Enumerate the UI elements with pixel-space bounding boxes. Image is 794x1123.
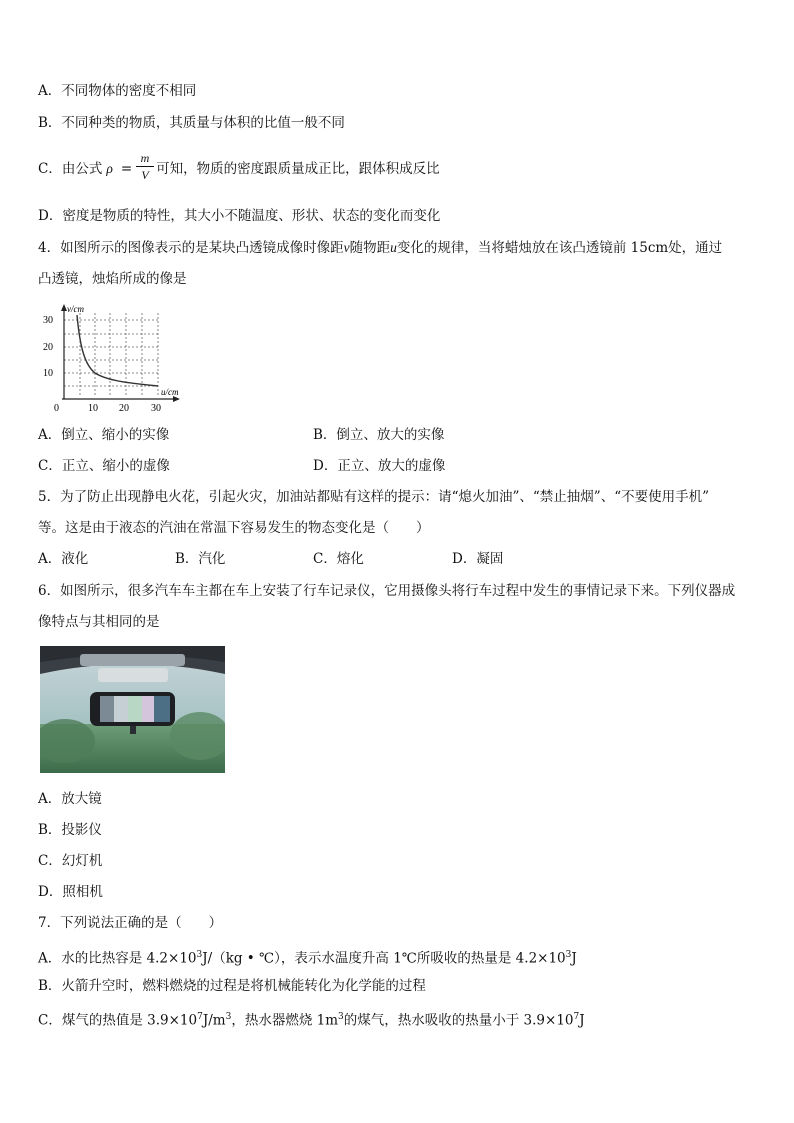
- q4-var-u: u: [390, 240, 397, 255]
- q6-option-a: A．放大镜: [38, 791, 102, 807]
- q4-option-c: C．正立、缩小的虚像: [38, 458, 170, 474]
- q5-option-c: C．熔化: [313, 551, 364, 567]
- y-tick-30: 30: [43, 315, 53, 326]
- q4-stem-text-a: 4．如图所示的图像表示的是某块凸透镜成像时像距: [38, 240, 344, 256]
- q4-stem-line1: [38, 239, 722, 257]
- q7-option-a: [38, 946, 577, 968]
- q4-var-v: v: [343, 240, 350, 255]
- q4-option-a: A．倒立、缩小的实像: [38, 427, 170, 443]
- q7-c-text2: J/m: [202, 1012, 226, 1029]
- q5-option-b: B．汽化: [175, 551, 226, 567]
- fraction-denominator: V: [141, 168, 149, 182]
- rho-symbol: ρ: [106, 161, 113, 176]
- q3-option-d: D．密度是物质的特性，其大小不随温度、形状、状态的变化而变化: [38, 208, 441, 224]
- q6-option-d: D．照相机: [38, 884, 103, 900]
- q7-a-text1: A．水的比热容是 4.2×10: [38, 950, 197, 967]
- q7-c-sup2: 3: [225, 1012, 232, 1022]
- density-formula-fraction: [136, 152, 154, 181]
- q7-c-sup3: 3: [338, 1012, 344, 1022]
- q5-option-d: D．凝固: [452, 551, 504, 567]
- q5-stem-line1: 5．为了防止出现静电火花，引起火灾，加油站都贴有这样的提示：请“熄火加油”、“禁止抽烟”、“不要使用手机”: [38, 489, 709, 505]
- y-tick-20: 20: [43, 342, 53, 353]
- q7-option-c: [38, 1008, 585, 1030]
- x-tick-0: 0: [54, 403, 59, 413]
- y-axis-label: v/cm: [67, 304, 84, 314]
- image-distance-graph: [40, 303, 195, 413]
- q7-c-text5: J: [579, 1012, 585, 1029]
- q4-stem-line2: 凸透镜，烛焰所成的像是: [38, 271, 187, 287]
- curve: [77, 315, 158, 386]
- q3-option-c-prefix: C．由公式: [38, 161, 103, 177]
- q5-option-a: A．液化: [38, 551, 89, 567]
- q4-stem-text-c: 变化的规律，当将蜡烛放在该凸透镜前 15cm处，通过: [396, 240, 723, 256]
- x-tick-10: 10: [88, 403, 98, 413]
- q4-option-b: B．倒立、放大的实像: [313, 427, 445, 443]
- q6-option-b: B．投影仪: [38, 822, 102, 838]
- q7-c-text1: C．煤气的热值是 3.9×10: [38, 1012, 198, 1029]
- q5-stem-line2: 等。这是由于液态的汽油在常温下容易发生的物态变化是（ ）: [38, 520, 430, 536]
- y-tick-10: 10: [43, 368, 53, 379]
- dashcam-photo: [40, 646, 225, 773]
- q3-option-b: B．不同种类的物质，其质量与体积的比值一般不同: [38, 115, 345, 131]
- q3-option-a: A．不同物体的密度不相同: [38, 83, 197, 99]
- q7-c-sup1: 7: [197, 1012, 203, 1022]
- x-tick-30: 30: [151, 403, 161, 413]
- q6-stem-line1: 6．如图所示，很多汽车车主都在车上安装了行车记录仪，它用摄像头将行车过程中发生的事情记录下来。下列仪器成: [38, 583, 736, 599]
- q3-option-c: [38, 160, 440, 178]
- q7-a-sup2: 3: [565, 950, 572, 960]
- q7-stem: 7．下列说法正确的是（ ）: [38, 915, 223, 931]
- x-axis-label: u/cm: [161, 387, 179, 397]
- equals-sign: =: [120, 161, 133, 177]
- q7-c-text3: ，热水器燃烧 1m: [231, 1012, 339, 1029]
- q4-option-d: D．正立、放大的虚像: [313, 458, 446, 474]
- q7-c-text4: 的煤气，热水吸收的热量小于 3.9×10: [343, 1012, 574, 1029]
- q7-a-text3: J: [571, 950, 577, 967]
- q7-c-sup4: 7: [573, 1012, 580, 1022]
- q6-stem-line2: 像特点与其相同的是: [38, 614, 160, 630]
- fraction-numerator: m: [140, 151, 150, 165]
- x-tick-20: 20: [119, 403, 129, 413]
- q3-option-c-suffix: 可知，物质的密度跟质量成正比，跟体积成反比: [156, 161, 440, 177]
- q7-a-sup1: 3: [196, 950, 203, 960]
- q4-stem-text-b: 随物距: [349, 240, 391, 256]
- q6-option-c: C．幻灯机: [38, 853, 103, 869]
- q7-a-text2: J/（kg • ℃），表示水温度升高 1℃所吸收的热量是 4.2×10: [202, 950, 566, 967]
- q7-option-b: B．火箭升空时，燃料燃烧的过程是将机械能转化为化学能的过程: [38, 978, 426, 994]
